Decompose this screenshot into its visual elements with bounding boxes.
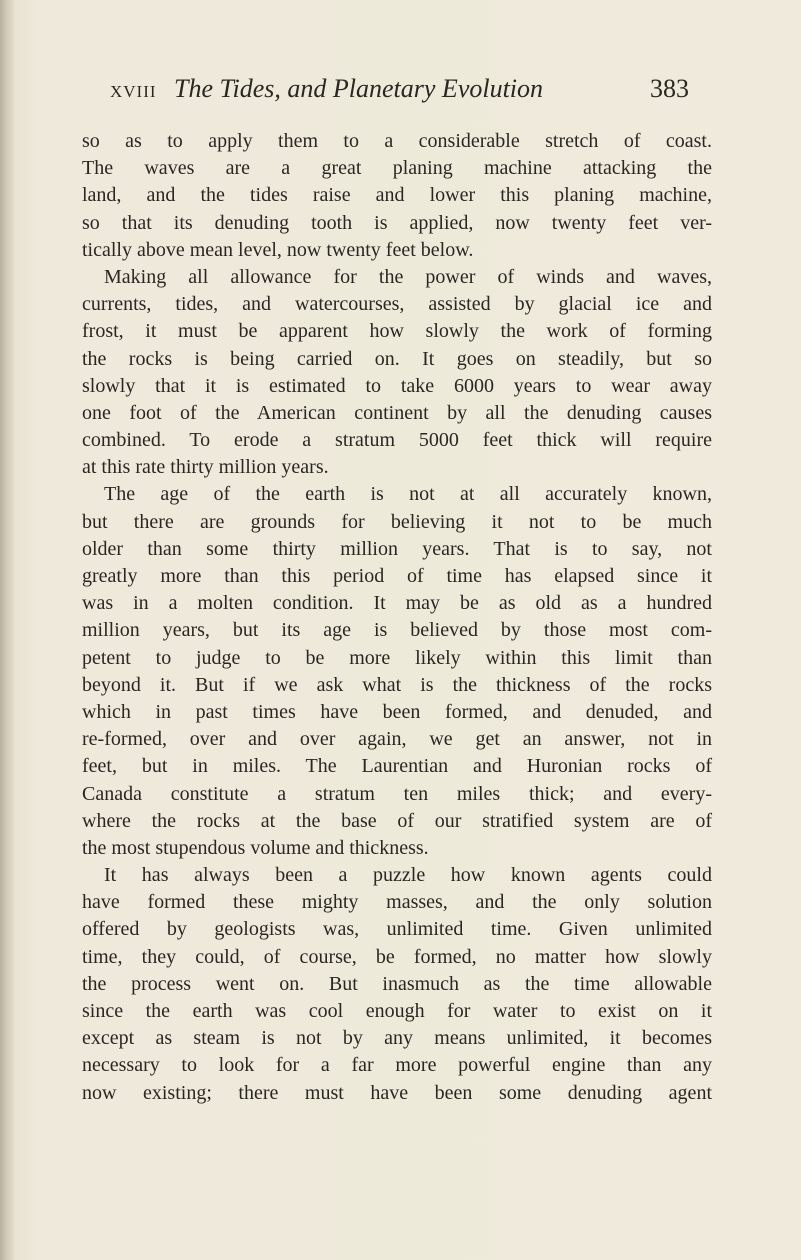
text-line: Making all allowance for the power of winds and waves,	[104, 265, 712, 288]
text-line: so as to apply them to a considerable stretch of coast.	[82, 130, 712, 152]
text-line: tically above mean level, now twenty feet below.	[82, 238, 474, 261]
text-line: the rocks is being carried on. It goes on steadily, but so	[82, 347, 712, 370]
text-line: frost, it must be apparent how slowly the work of forming	[82, 320, 712, 343]
text-line: now existing; there must have been some denuding agent	[82, 1081, 712, 1104]
text-line: combined. To erode a stratum 5000 feet thick will require	[82, 429, 712, 452]
text-line: beyond it. But if we ask what is the thickness of the rocks	[82, 673, 712, 696]
text-line: except as steam is not by any means unlimited, it becomes	[82, 1027, 712, 1050]
body-text	[82, 128, 712, 1107]
page-number: 383	[650, 74, 689, 103]
chapter-number: XVIII	[110, 82, 157, 101]
text-line: the process went on. But inasmuch as the time allowable	[82, 972, 712, 995]
text-line: petent to judge to be more likely within this limit than	[82, 646, 712, 669]
text-line: Canada constitute a stratum ten miles thick; and every-	[82, 782, 712, 805]
text-line: the most stupendous volume and thickness.	[82, 836, 429, 859]
text-line: greatly more than this period of time has elapsed since it	[82, 565, 712, 587]
text-line: currents, tides, and watercourses, assisted by glacial ice and	[82, 293, 712, 316]
text-line: at this rate thirty million years.	[82, 456, 329, 479]
running-header	[110, 74, 710, 114]
text-line: feet, but in miles. The Laurentian and Huronian rocks of	[82, 755, 712, 778]
text-line: have formed these mighty masses, and the only solution	[82, 891, 712, 914]
page-spine-shadow	[0, 0, 14, 1260]
text-line: offered by geologists was, unlimited time. Given unlimited	[82, 918, 712, 941]
text-line: re-formed, over and over again, we get an answer, not in	[82, 728, 712, 751]
text-line: million years, but its age is believed by those most com-	[82, 619, 712, 642]
running-title: The Tides, and Planetary Evolution	[174, 74, 544, 103]
text-line: since the earth was cool enough for water to exist on it	[82, 1000, 712, 1022]
text-line: land, and the tides raise and lower this planing machine,	[82, 184, 712, 207]
text-line: which in past times have been formed, and denuded, and	[82, 700, 712, 723]
text-line: where the rocks at the base of our stratified system are of	[82, 809, 712, 832]
text-line: necessary to look for a far more powerful engine than any	[82, 1054, 712, 1077]
text-line: older than some thirty million years. That is to say, not	[82, 537, 712, 560]
text-line: time, they could, of course, be formed, no matter how slowly	[82, 945, 712, 968]
text-line: slowly that it is estimated to take 6000 years to wear away	[82, 374, 712, 397]
text-line: was in a molten condition. It may be as old as a hundred	[82, 592, 712, 615]
text-line: but there are grounds for believing it not to be much	[82, 510, 712, 533]
text-line: The age of the earth is not at all accurately known,	[104, 483, 712, 506]
text-line: one foot of the American continent by all the denuding causes	[82, 401, 712, 424]
text-line: The waves are a great planing machine attacking the	[82, 157, 712, 180]
text-line: so that its denuding tooth is applied, now twenty feet ver-	[82, 211, 712, 234]
text-line: It has always been a puzzle how known agents could	[104, 864, 712, 887]
